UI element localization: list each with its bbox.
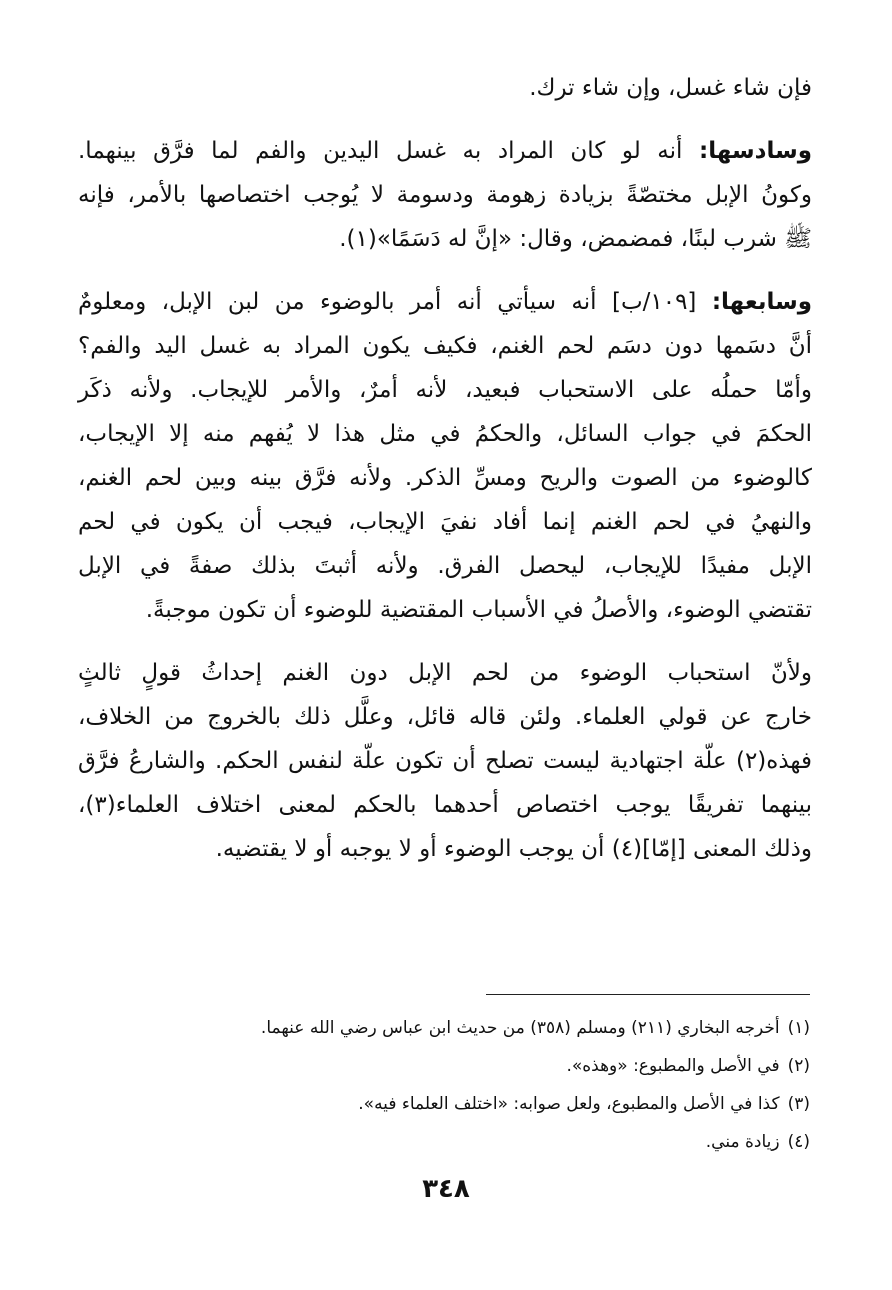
text-line: بينهما تفريقًا يوجب اختصاص أحدهما بالحكم لمعنى اختلاف العلماء(٣)، xyxy=(78,792,812,818)
paragraph-3 xyxy=(78,280,812,632)
paragraph-1 xyxy=(78,66,812,110)
text-line: ولأنّ استحباب الوضوء من لحم الإبل دون الغنم إحداثُ قولٍ ثالثٍ xyxy=(78,660,812,686)
footnote-number: (٣) xyxy=(787,1094,810,1114)
footnote-2 xyxy=(78,1047,810,1085)
text-line: أنَّ دسَمها دون دسَم لحم الغنم، فكيف يكون المراد به غسل اليد والفم؟ xyxy=(78,333,812,359)
footnote-divider xyxy=(486,994,810,995)
text-line xyxy=(78,280,812,324)
text-line: فهذه(٢) علّة اجتهادية ليست تصلح أن تكون علّة لنفس الحكم. والشارعُ فرَّق xyxy=(78,748,812,774)
footnote-1 xyxy=(78,1009,810,1047)
text-line xyxy=(78,129,812,173)
text-line: فإن شاء غسل، وإن شاء ترك. xyxy=(529,75,812,101)
footnote-3 xyxy=(78,1085,810,1123)
footnote-number: (٢) xyxy=(787,1056,810,1076)
text-line: وأمّا حملُه على الاستحباب فبعيد، لأنه أمرٌ، والأمر للإيجاب. ولأنه ذكَر xyxy=(78,377,812,403)
paragraph-2 xyxy=(78,129,812,261)
text-line: الإبل مفيدًا للإيجاب، ليحصل الفرق. ولأنه أثبتَ بذلك صفةً في الإبل xyxy=(78,553,812,579)
footnote-number: (٤) xyxy=(787,1132,810,1152)
text-span: [١٠٩/ب] أنه سيأتي أنه أمر بالوضوء من لبن الإبل، ومعلومٌ xyxy=(78,289,712,315)
footnote-text: زيادة مني. xyxy=(705,1132,780,1152)
footnote-text: في الأصل والمطبوع: «وهذه». xyxy=(566,1056,780,1076)
text-line: تقتضي الوضوء، والأصلُ في الأسباب المقتضية للوضوء أن تكون موجبةً. xyxy=(145,597,812,623)
text-line: والنهيُ في لحم الغنم إنما أفاد نفيَ الإيجاب، فيجب أن يكون في لحم xyxy=(78,509,812,535)
text-span: أنه لو كان المراد به غسل اليدين والفم لما فرَّق بينهما. xyxy=(78,138,699,164)
text-line: ﷺ شرب لبنًا، فمضمض، وقال: «إنَّ له دَسَمًا»(١). xyxy=(339,226,812,252)
page-number: ٣٤٨ xyxy=(422,1174,470,1204)
section-heading: وسادسها: xyxy=(699,138,812,164)
main-text xyxy=(78,66,812,871)
section-heading: وسابعها: xyxy=(711,289,812,315)
footnotes xyxy=(78,994,810,1161)
footnote-4 xyxy=(78,1123,810,1161)
text-line: خارج عن قولي العلماء. ولئن قاله قائل، وعلَّل ذلك بالخروج من الخلاف، xyxy=(78,704,812,730)
footnote-text: كذا في الأصل والمطبوع، ولعل صوابه: «اختلف العلماء فيه». xyxy=(358,1094,780,1114)
paragraph-4 xyxy=(78,651,812,871)
text-line: الحكمَ في جواب السائل، والحكمُ في مثل هذا لا يُفهم منه إلا الإيجاب، xyxy=(78,421,812,447)
text-line: وذلك المعنى [إمّا](٤) أن يوجب الوضوء أو لا يوجبه أو لا يقتضيه. xyxy=(215,836,812,862)
footnote-text: أخرجه البخاري (٢١١) ومسلم (٣٥٨) من حديث ابن عباس رضي الله عنهما. xyxy=(260,1018,780,1038)
text-line: كالوضوء من الصوت والريح ومسِّ الذكر. ولأنه فرَّق بينه وبين لحم الغنم، xyxy=(78,465,812,491)
text-line: وكونُ الإبل مختصّةً بزيادة زهومة ودسومة لا يُوجب اختصاصها بالأمر، فإنه xyxy=(78,182,812,208)
footnote-number: (١) xyxy=(787,1018,810,1038)
